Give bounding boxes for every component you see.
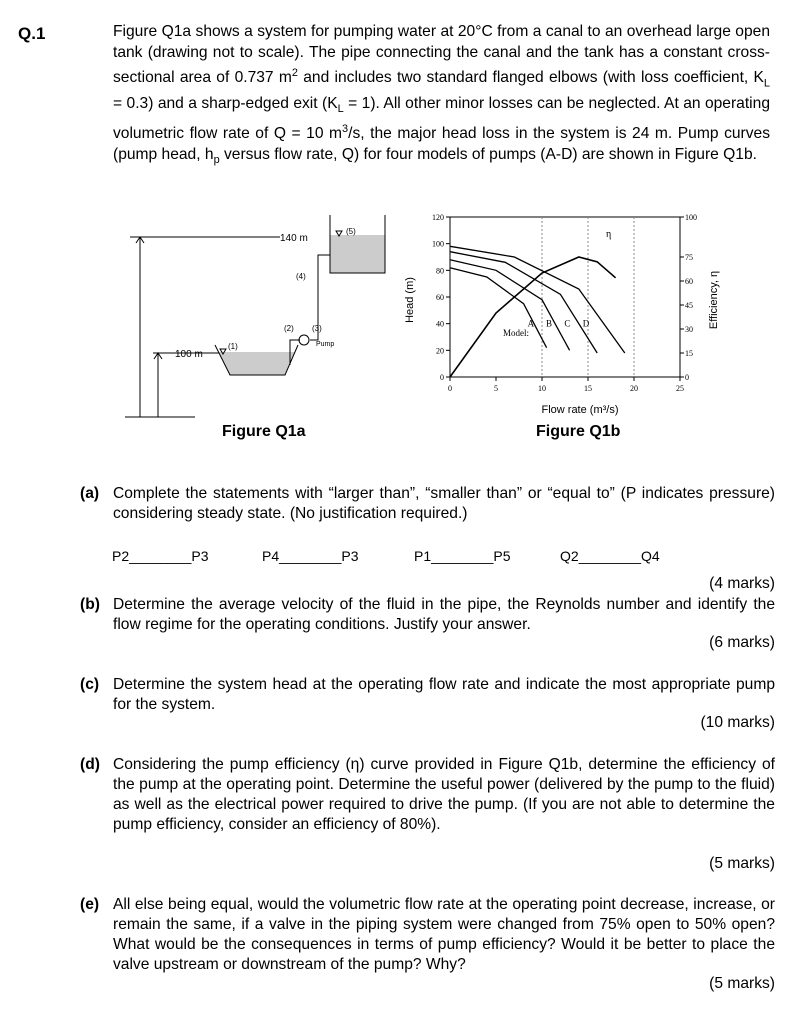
svg-text:Pump: Pump [316, 341, 335, 348]
svg-text:(4): (4) [296, 272, 306, 281]
marks-c: (10 marks) [700, 714, 775, 731]
x-tick-label: 10 [538, 384, 546, 393]
chart-frame [450, 217, 680, 377]
x-tick-label: 15 [584, 384, 592, 393]
label-100: 100 m [175, 349, 203, 360]
svg-text:(3): (3) [312, 324, 322, 333]
chart-ylabel: Head (m) [404, 277, 416, 323]
y-tick-label: 120 [432, 213, 444, 222]
question-number: Q.1 [18, 24, 46, 43]
series-pump-A [450, 268, 547, 348]
eta-curve-label: η [606, 229, 612, 240]
y2-tick-label: 45 [685, 301, 693, 310]
series-label-A: A [527, 318, 535, 329]
label-140: 140 m [280, 233, 308, 244]
series-efficiency [450, 257, 616, 377]
marks-d: (5 marks) [709, 855, 775, 872]
svg-text:(2): (2) [284, 324, 294, 333]
y2-tick-label: 30 [685, 325, 693, 334]
y2-tick-label: 15 [685, 349, 693, 358]
y-tick-label: 100 [432, 239, 444, 249]
series-label-B: B [546, 318, 553, 329]
y-tick-label: 0 [440, 373, 444, 382]
x-tick-label: 0 [448, 384, 452, 393]
figure-q1a [120, 205, 390, 420]
y2-tick-label: 100 [685, 213, 697, 222]
x-tick-label: 5 [494, 384, 498, 393]
blank-q2-q4[interactable]: Q2________Q4 [560, 548, 660, 564]
part-c: (c) Determine the system head at the operating flow rate and indicate the most appropriate pump for the system. [80, 676, 775, 713]
y2-tick-label: 0 [685, 373, 689, 382]
y2-tick-label: 60 [685, 277, 693, 286]
blank-p1-p5[interactable]: P1________P5 [414, 548, 511, 564]
y-tick-label: 40 [436, 319, 444, 329]
chart-xlabel: Flow rate (m³/s) [541, 404, 619, 416]
y-tick-label: 80 [436, 266, 444, 276]
svg-text:(5): (5) [346, 227, 356, 236]
part-a: (a) Complete the statements with “larger than”, “smaller than” or “equal to” (P indicates pressure) considering steady state. (No justification required.) [80, 485, 775, 522]
pump-icon [299, 335, 309, 345]
part-b: (b) Determine the average velocity of the fluid in the pipe, the Reynolds number and identify the flow regime for the operating conditions. Justify your answer. [80, 596, 775, 633]
series-label-C: C [564, 318, 571, 329]
legend-model-label: Model: [503, 328, 529, 338]
question-intro: Figure Q1a shows a system for pumping water at 20°C from a canal to an overhead large open tank (drawing not to scale). The pipe connecting the canal and the tank has a constant cross-sectional area of 0.737 $m^2$ and includes two standard flanged elbows (with loss coefficient, $K_L = 0.3$) and a sharp-edged exit $(K_L = 1)$. All other minor losses can be neglected. At an operating volumetric flow rate of Q = 10 $m^3/s$, the major head loss in the system is 24 m. Pump curves (pump head, $h_p$ versus flow rate, Q) for four models of pumps (A-D) are shown in Figure Q1b. [113, 23, 770, 167]
blank-p4-p3[interactable]: P4________P3 [262, 548, 359, 564]
canal [218, 352, 295, 375]
marks-b: (6 marks) [709, 634, 775, 651]
marks-a: (4 marks) [709, 575, 775, 592]
svg-text:(1): (1) [228, 342, 238, 351]
figure-q1b-caption: Figure Q1b [536, 423, 621, 440]
figure-q1a-caption: Figure Q1a [222, 423, 306, 440]
figure-q1b-chart [395, 205, 725, 420]
y-tick-label: 20 [436, 346, 444, 356]
blank-p2-p3[interactable]: P2________P3 [112, 548, 209, 564]
y2-tick-label: 75 [685, 253, 693, 262]
tank [330, 235, 385, 273]
part-d: (d) Considering the pump efficiency (η) curve provided in Figure Q1b, determine the efficiency of the pump at the operating point. Determine the useful power (delivered by the pump to the fluid) as well as the electrical power required to drive the pump. (If you are not able to determine the pump efficiency, consider an efficiency of 80%). [80, 756, 775, 833]
marks-e: (5 marks) [709, 975, 775, 992]
x-tick-label: 20 [630, 384, 638, 393]
y-tick-label: 60 [436, 293, 444, 302]
chart-y2label: Efficiency, η [708, 270, 720, 330]
x-tick-label: 25 [676, 384, 684, 393]
part-e: (e) All else being equal, would the volumetric flow rate at the operating point decrease, increase, or remain the same, if a valve in the piping system were changed from 75% open to 50% open? What would be the consequences in terms of pump efficiency? Would it be better to place the valve upstream or downstream of the pump? Why? [80, 896, 775, 973]
series-label-D: D [582, 318, 590, 329]
